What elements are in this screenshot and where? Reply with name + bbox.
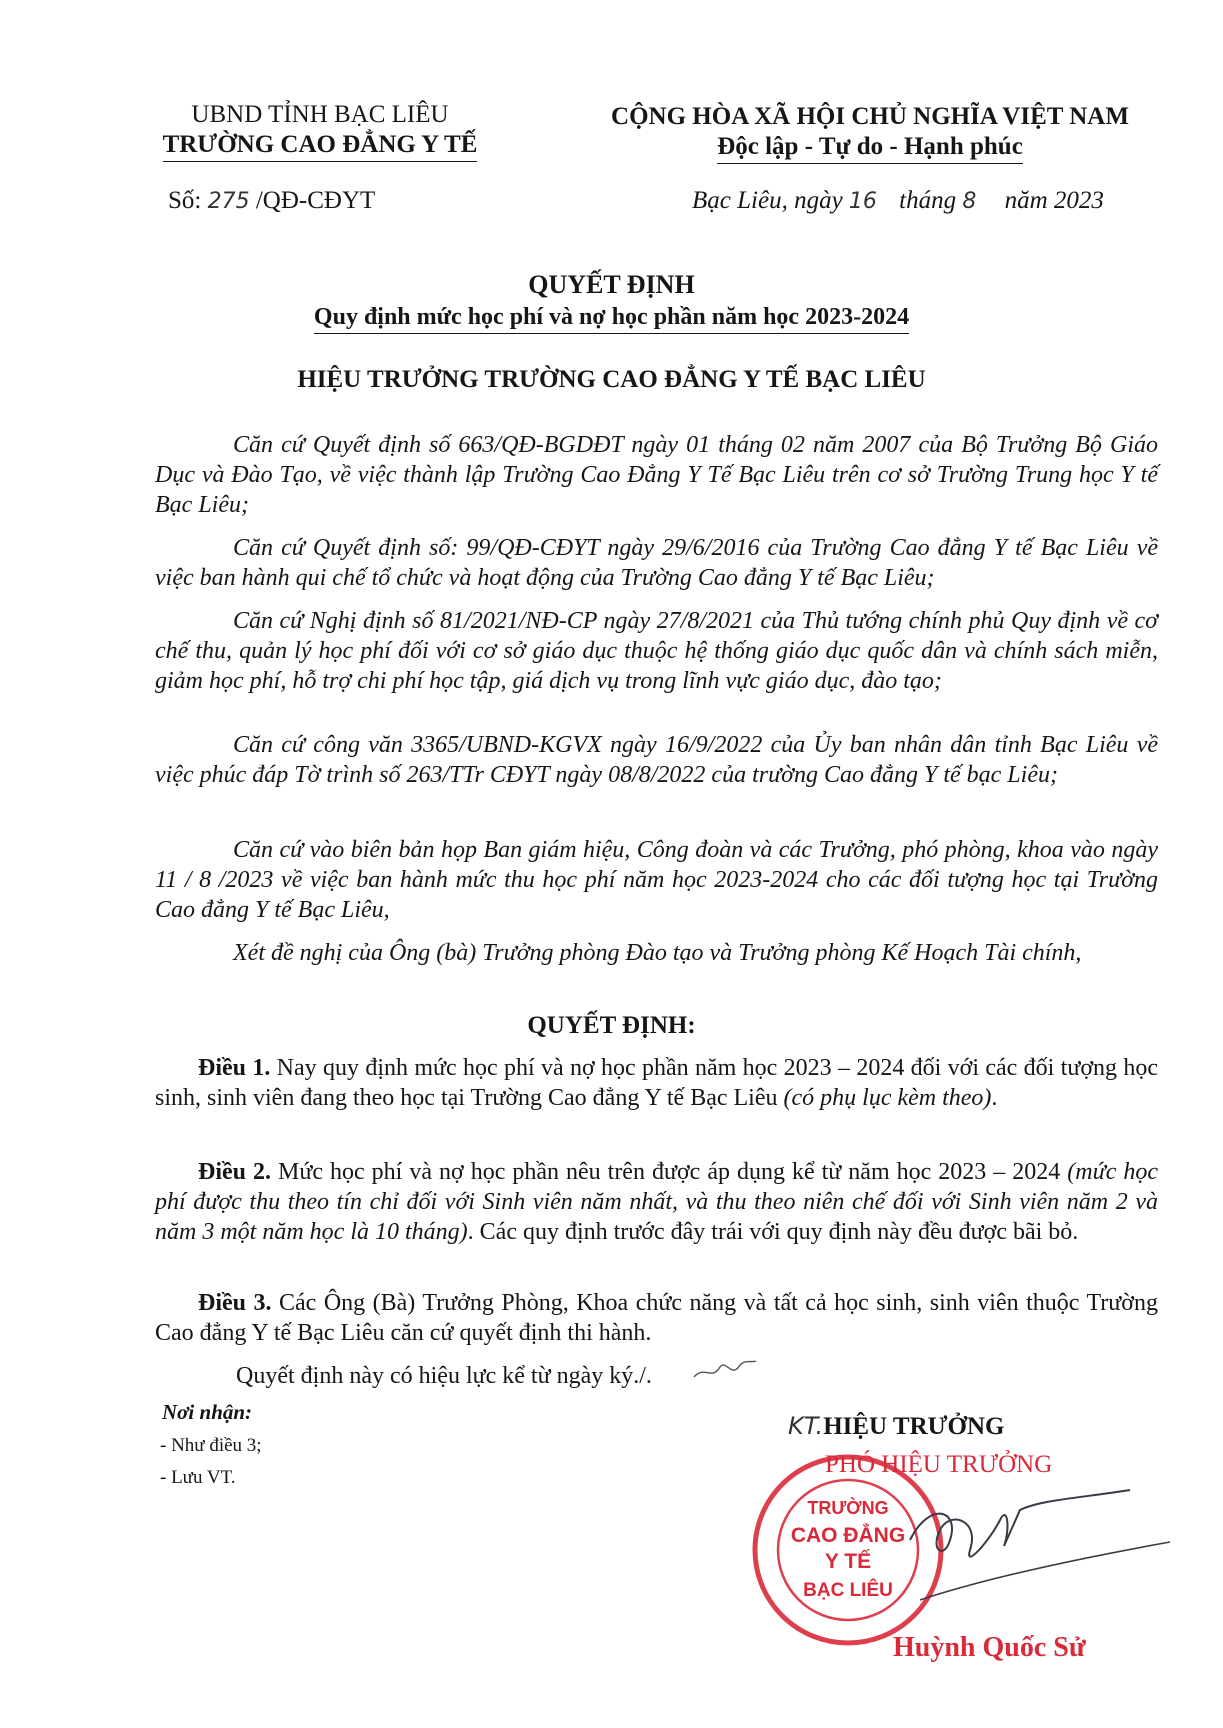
seal-line-3: Y TẾ	[824, 1550, 872, 1573]
effective-clause: Quyết định này có hiệu lực kể từ ngày ký./.	[236, 1363, 652, 1389]
document-number-prefix: Số:	[168, 187, 202, 214]
signature-title	[788, 1411, 1004, 1442]
article-3-text: Các Ông (Bà) Trưởng Phòng, Khoa chức năng và tất cả học sinh, sinh viên thuộc Trường Cao đẳng Y tế Bạc Liêu căn cứ quyết định thi hành.	[155, 1290, 1158, 1346]
issue-date-month: 8	[962, 189, 977, 214]
seal-line-2: CAO ĐẲNG	[790, 1524, 906, 1547]
signature-title-text: HIỆU TRƯỞNG	[823, 1413, 1005, 1440]
issuing-org-parent: UBND TỈNH BẠC LIÊU	[191, 101, 449, 128]
document-title: QUYẾT ĐỊNH	[528, 270, 695, 299]
document-number-suffix: /QĐ-CĐYT	[255, 187, 376, 214]
article-1-text: Nay quy định mức học phí và nợ học phần năm học 2023 – 2024 đối với các đối tượng học sinh, sinh viên đang theo học tại Trường Cao đẳng Y tế Bạc Liêu	[155, 1055, 1159, 1111]
decision-heading: QUYẾT ĐỊNH:	[527, 1012, 696, 1039]
article-1-tail: .	[991, 1085, 998, 1111]
national-slogan	[570, 132, 1170, 164]
article-2-italic: (mức học phí được thu theo tín chỉ đối với Sinh viên năm nhất, và thu theo niên chế đối với Sinh viên năm 2 và năm 3 một năm học là 10 tháng)	[155, 1159, 1159, 1245]
national-slogan-text: Độc lập - Tự do - Hạnh phúc	[717, 132, 1023, 164]
article-2	[155, 1157, 1158, 1247]
document-subtitle	[0, 302, 1223, 334]
seal-line-4: BẠC LIÊU	[803, 1580, 893, 1601]
issuing-authority: HIỆU TRƯỞNG TRƯỜNG CAO ĐẲNG Y TẾ BẠC LIÊU	[297, 366, 926, 393]
issue-date	[692, 186, 1104, 217]
legal-basis-3: Căn cứ Nghị định số 81/2021/NĐ-CP ngày 27/8/2021 của Thủ tướng chính phủ Quy định về cơ chế thu, quản lý học phí đối với cơ sở giáo dục thuộc hệ thống giáo dục quốc dân và chính sách miễn, giảm học phí, hỗ trợ chi phí học tập, giá dịch vụ trong lĩnh vực giáo dục, đào tạo;	[155, 608, 1158, 694]
document-number-handwritten: 275	[207, 189, 250, 214]
article-2-label: Điều 2.	[198, 1159, 272, 1185]
signature-deputy-title: PHÓ HIỆU TRƯỞNG	[825, 1451, 1053, 1478]
seal-line-1: TRƯỜNG	[807, 1498, 889, 1518]
article-3-label: Điều 3.	[198, 1290, 272, 1316]
article-3	[155, 1288, 1158, 1348]
issuing-org	[140, 130, 500, 162]
document-number	[168, 186, 375, 217]
article-1	[155, 1053, 1158, 1113]
initials-mark	[690, 1355, 760, 1385]
issue-date-day: 16	[848, 189, 877, 214]
article-2-tail: . Các quy định trước đây trái với quy định này đều được bãi bỏ.	[467, 1219, 1079, 1245]
article-2-text: Mức học phí và nợ học phần nêu trên được áp dụng kể từ năm học 2023 – 2024	[271, 1159, 1068, 1185]
issuing-org-name: TRƯỜNG CAO ĐẲNG Y TẾ	[163, 130, 478, 162]
recipient-1: - Như điều 3;	[160, 1435, 262, 1456]
issue-date-year: năm 2023	[1004, 187, 1104, 214]
national-motto: CỘNG HÒA XÃ HỘI CHỦ NGHĨA VIỆT NAM	[611, 103, 1129, 130]
legal-basis-6: Xét đề nghị của Ông (bà) Trưởng phòng Đào tạo và Trưởng phòng Kế Hoạch Tài chính,	[233, 940, 1082, 966]
kt-handwritten: KT.	[788, 1412, 824, 1440]
legal-basis-1: Căn cứ Quyết định số 663/QĐ-BGDĐT ngày 01 tháng 02 năm 2007 của Bộ Trưởng Bộ Giáo Dục và Đào Tạo, về việc thành lập Trường Cao Đẳng Y Tế Bạc Liêu trên cơ sở Trường Trung học Y tế Bạc Liêu;	[155, 432, 1158, 518]
article-1-italic: (có phụ lục kèm theo)	[783, 1085, 992, 1111]
document-subtitle-text: Quy định mức học phí và nợ học phần năm học 2023-2024	[314, 302, 909, 334]
recipient-2: - Lưu VT.	[160, 1467, 236, 1488]
legal-basis-2: Căn cứ Quyết định số: 99/QĐ-CĐYT ngày 29/6/2016 của Trường Cao đẳng Y tế Bạc Liêu về việc ban hành qui chế tổ chức và hoạt động của Trường Cao đẳng Y tế Bạc Liêu;	[155, 535, 1158, 591]
legal-basis-5: Căn cứ vào biên bản họp Ban giám hiệu, Công đoàn và các Trưởng, phó phòng, khoa vào ngày 11 / 8 /2023 về việc ban hành mức thu học phí năm học 2023-2024 cho các đối tượng học tại Trường Cao đẳng Y tế Bạc Liêu,	[155, 837, 1158, 923]
signer-name: Huỳnh Quốc Sử	[893, 1632, 1086, 1663]
recipients-heading: Nơi nhận:	[162, 1400, 253, 1424]
article-1-label: Điều 1.	[198, 1055, 271, 1081]
handwritten-signature	[900, 1480, 1180, 1620]
issue-date-month-label: tháng	[899, 187, 957, 214]
legal-basis-4: Căn cứ công văn 3365/UBND-KGVX ngày 16/9/2022 của Ủy ban nhân dân tỉnh Bạc Liêu về việc phúc đáp Tờ trình số 263/TTr CĐYT ngày 08/8/2022 của trường Cao đẳng Y tế bạc Liêu;	[155, 732, 1158, 788]
issue-date-place: Bạc Liêu, ngày	[692, 187, 843, 214]
